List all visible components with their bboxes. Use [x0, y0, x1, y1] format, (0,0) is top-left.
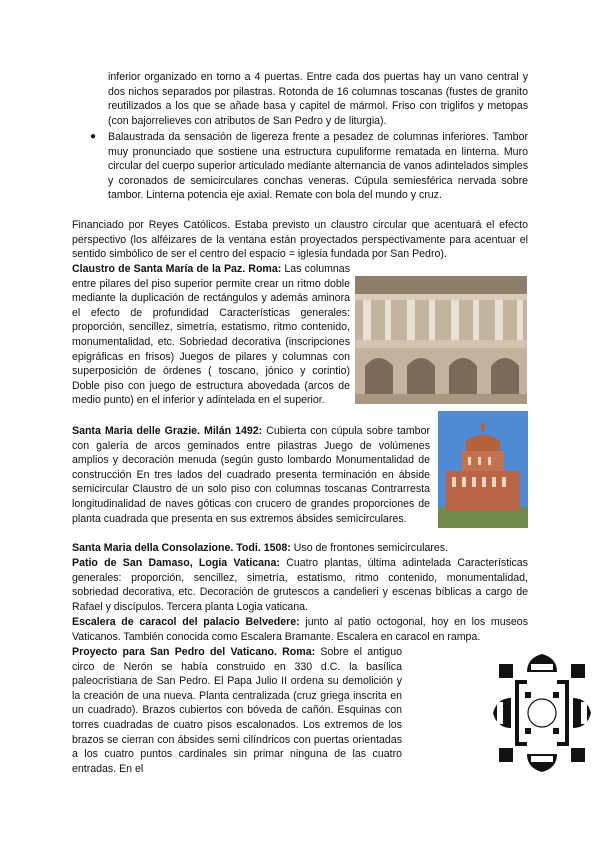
- bullet-item: [90, 130, 528, 203]
- section-text: Las columnas entre pilares del piso superior permite crear un ritmo doble mediante la duplicación de rectángulos y además aminora el efecto de profundidad Características generales: proporción, sencillez, simetría, estatismo, ritmo contenido, monumentalidad, etc. Sobriedad decorativa (inscripciones epigráficas en frisos) Juegos de pilares y columnas con superposición de órdenes ( toscano, jónico y corintio) Doble piso con juego de estructura abovedada (arcos de medio punto) en el inferior y adintelada en el superior.: [72, 263, 350, 407]
- section-grazie: [72, 424, 430, 526]
- section-title: Proyecto para San Pedro del Vaticano. Roma:: [72, 646, 316, 658]
- section-text: Cubierta con cúpula sobre tambor con galería de arcos geminados entre pilastras Juego de volúmenes amplios y decoración menuda (según gusto lombardo Monumentalidad de construcción En tres lados del cuadrado presenta terminación en ábside semicircular Claustro de un solo piso con columnas toscanas Contrarresta longitudinalidad de naves góticas con crucero de grandes proporciones de planta cuadrada que presenta en sus extremos ábsides semicirculares.: [72, 425, 430, 525]
- section-title: Claustro de Santa María de la Paz. Roma:: [72, 263, 282, 275]
- section-san-damaso: [72, 556, 528, 614]
- section-title: Patio de San Damaso, Logia Vaticana:: [72, 557, 280, 569]
- cloister-photo: [355, 276, 527, 404]
- bullet-text: Balaustrada da sensación de ligereza frente a pesadez de columnas inferiores. Tambor muy pronunciado que sostiene una estructura cupuliforme rematada en linterna. Muro circular del cuerpo superior articulado mediante alternancia de vanos adintelados simples y coronados de semicirculares conchas veneras. Cúpula semiesférica nervada sobre tambor. Linterna potencia eje axial. Remate con bola del mundo y cruz.: [108, 131, 528, 202]
- section-text: Uso de frontones semicirculares.: [290, 542, 449, 554]
- church-image: [438, 411, 528, 528]
- section-san-pedro: [72, 645, 402, 776]
- floor-plan-image: [491, 652, 593, 774]
- cloister-image: [355, 276, 527, 404]
- section-title: Santa Maria della Consolazione. Todi. 1508:: [72, 542, 291, 554]
- section-title: Santa Maria delle Grazie. Milán 1492:: [72, 425, 263, 437]
- paragraph-financing: Financiado por Reyes Católicos. Estaba previsto un claustro circular que acentuará el efecto perspectivo (los alféizares de la ventana están proyectados perspectivamente para acentuar el sentido simbólico de ser el centro del espacio = iglesia fundada por San Pedro).: [72, 219, 528, 261]
- section-text: junto al patio octogonal, hoy en los museos Vaticanos. También conocida como Escalera Bramante. Escalera en caracol en rampa.: [72, 616, 529, 643]
- section-text: Sobre el antiguo circo de Nerón se había construido en 330 d.C. la basílica paleocristiana de San Pedro. El Papa Julio II ordena su demolición y la creación de una nueva. Planta centralizada (cruz griega inscrita en un cuadrado). Brazos cubiertos con bóveda de cañón. Esquinas con torres cuadradas de cuatro pisos escalonados. Los extremos de los brazos se cierran con ábsides semi cilíndricos con puertas orientadas a los cuatro puntos cardinales sin primar ninguna de las cuatro entradas. En el: [72, 646, 402, 775]
- floor-plan-drawing: [491, 652, 593, 774]
- paragraph-continuation: inferior organizado en torno a 4 puertas. Entre cada dos puertas hay un vano central y dos nichos separados por pilastras. Rotonda de 16 columnas toscanas (fustes de granito reutilizados a los que se añade basa y capitel de mármol. Friso con triglifos y metopas (con bajorrelieves con atributos de San Pedro y de liturgia).: [108, 71, 528, 127]
- section-title: Escalera de caracol del palacio Belvedere:: [72, 616, 300, 628]
- section-consolazione: [72, 541, 528, 556]
- section-text: Cuatro plantas, última adintelada Características generales: proporción, sencillez, simetría, estatismo, ritmo contenido, monumentalidad, sobriedad decorativa, etc. Decoración de grutescos a candelieri y escenas bíblicas a cargo de Rafael y discípulos. Tercera planta Logia vaticana.: [72, 557, 528, 613]
- section-claustro-paz: [72, 262, 350, 408]
- section-escalera: [72, 615, 528, 644]
- bullet-icon: ●: [90, 131, 97, 142]
- church-photo: [438, 411, 528, 528]
